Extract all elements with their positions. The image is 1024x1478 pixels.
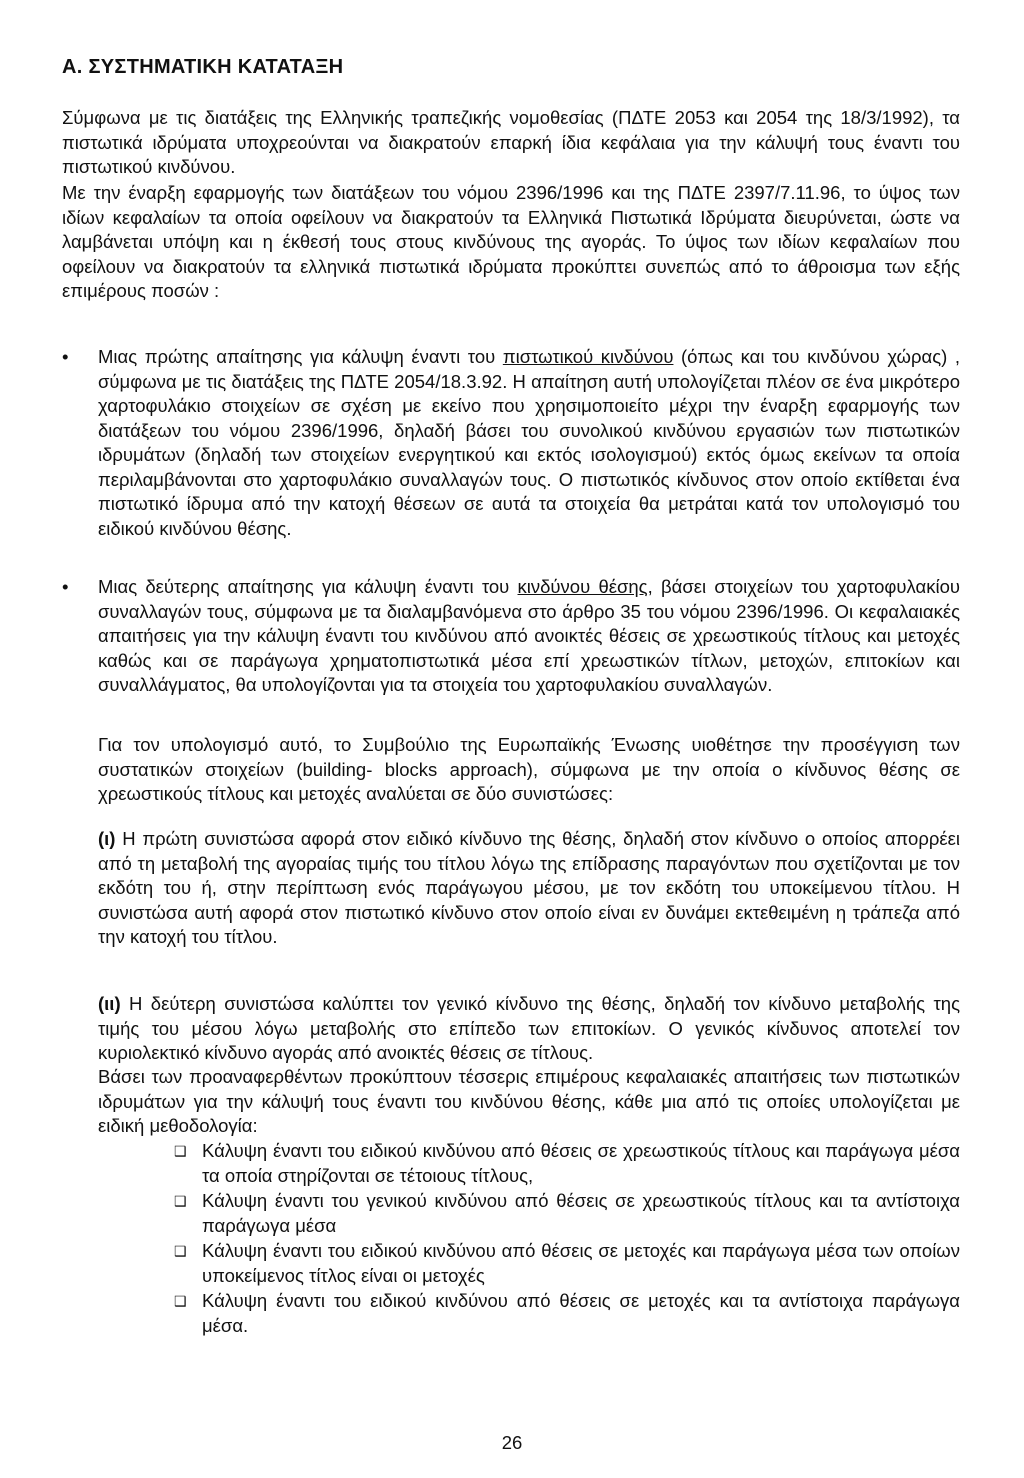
bullet-2-text — [98, 575, 960, 698]
intro-paragraph-2: Με την έναρξη εφαρμογής των διατάξεων του νόμου 2396/1996 και της ΠΔΤΕ 2397/7.11.96, το ύψος των ιδίων κεφαλαίων τα οποία οφείλουν να διακρατούν τα Ελληνικά Πιστωτικά Ιδρύματα διευρύνεται, ώστε να λαμβάνεται υπόψη και η έκθεσή τους στους κινδύνους της αγοράς. Το ύψος των ιδίων κεφαλαίων που οφείλουν να διακρατούν τα ελληνικά πιστωτικά ιδρύματα προκύπτει συνεπώς από το άθροισμα των εξής επιμέρους ποσών : — [62, 182, 960, 301]
approach-paragraph: Για τον υπολογισμό αυτό, το Συμβούλιο της Ευρωπαϊκής Ένωσης υιοθέτησε την προσέγγιση των συστατικών στοιχείων (building- blocks approach), σύμφωνα με την οποία ο κίνδυνος θέσης σε χρεωστικούς τίτλους και μετοχές αναλύεται σε δύο συνιστώσες: — [98, 734, 960, 804]
checklist-item-2: Κάλυψη έναντι του γενικού κινδύνου από θέσεις σε χρεωστικούς τίτλους και τα αντίστοιχα παράγωγα μέσα — [202, 1190, 960, 1236]
component-2-text: Η δεύτερη συνιστώσα καλύπτει τον γενικό κίνδυνο της θέσης, δηλαδή τον κίνδυνο μεταβολής της τιμής του μέσου λόγω μεταβολής στο επίπεδο των επιτοκίων. Ο γενικός κίνδυνος αποτελεί τον κυριολεκτικό κίνδυνο αγοράς από ανοικτές θέσεις σε τίτλους. — [98, 993, 960, 1063]
checkbox-bullet-icon: ❑ — [174, 1193, 187, 1209]
bullet-1-text — [98, 345, 960, 541]
checkbox-bullet-icon: ❑ — [174, 1143, 187, 1159]
component-2-label: (ιι) — [98, 993, 121, 1014]
component-1-label: (ι) — [98, 828, 116, 849]
component-1-paragraph — [98, 827, 960, 950]
credit-risk-term: πιστωτικού κινδύνου — [502, 346, 674, 367]
checklist-item-3: Κάλυψη έναντι του ειδικού κινδύνου από θέσεις σε μετοχές και παράγωγα μέσα των οποίων υποκείμενος τίτλος είναι οι μετοχές — [202, 1240, 960, 1286]
component-1-text: Η πρώτη συνιστώσα αφορά στον ειδικό κίνδυνο της θέσης, δηλαδή στον κίνδυνο ο οποίος απορρέει από τη μεταβολή της αγοραίας τιμής του τίτλου λόγω της επίδρασης παραγόντων που σχετίζονται με τον εκδότη του ή, στην περίπτωση ενός παράγωγου μέσου, με τον εκδότη του υποκείμενου τίτλου. Η συνιστώσα αυτή αφορά στον πιστωτικό κίνδυνο στον οποίο είναι εν δυνάμει εκτεθειμένη η τράπεζα από την κατοχή του τίτλου. — [98, 828, 960, 947]
bullet-1-text-start: Μιας πρώτης απαίτησης για κάλυψη έναντι του — [98, 346, 503, 367]
methodology-paragraph: Βάσει των προαναφερθέντων προκύπτουν τέσσερις επιμέρους κεφαλαιακές απαιτήσεις των πιστωτικών ιδρυμάτων για την κάλυψή τους έναντι του κινδύνου θέσης, κάθε μια από τις οποίες υπολογίζεται με ειδική μεθοδολογία: — [98, 1066, 960, 1136]
checkbox-bullet-icon: ❑ — [174, 1293, 187, 1309]
checklist-item-4: Κάλυψη έναντι του ειδικού κινδύνου από θέσεις σε μετοχές και τα αντίστοιχα παράγωγα μέσα. — [202, 1290, 960, 1336]
bullet-2-text-rest: , βάσει στοιχείων του χαρτοφυλακίου συναλλαγών τους, σύμφωνα με τα διαλαμβανόμενα στο άρθρο 35 του νόμου 2396/1996. Οι κεφαλαιακές απαιτήσεις για την κάλυψη έναντι του κινδύνου από ανοικτές θέσεις σε χρεωστικούς τίτλους και μετοχές καθώς και σε παράγωγα χρηματοπιστωτικά μέσα επί χρεωστικών τίτλων, μετοχών, επιτοκίων και συναλλάγματος, θα υπολογίζονται για τα στοιχεία του χαρτοφυλακίου συναλλαγών. — [98, 576, 960, 695]
intro-paragraph-1: Σύμφωνα με τις διατάξεις της Ελληνικής τραπεζικής νομοθεσίας (ΠΔΤΕ 2053 και 2054 της 18/3/1992), τα πιστωτικά ιδρύματα υποχρεούνται να διακρατούν επαρκή ίδια κεφάλαια για την κάλυψή τους έναντι του πιστωτικού κινδύνου. — [62, 107, 960, 177]
checkbox-bullet-icon: ❑ — [174, 1243, 187, 1259]
bullet-2-marker: • — [62, 576, 69, 597]
section-heading: Α. ΣΥΣΤΗΜΑΤΙΚΗ ΚΑΤΑΤΑΞΗ — [62, 56, 344, 78]
page-number: 26 — [501, 1432, 523, 1453]
bullet-2-text-start: Μιας δεύτερης απαίτησης για κάλυψη έναντι του — [98, 576, 518, 597]
checklist-item-1: Κάλυψη έναντι του ειδικού κινδύνου από θέσεις σε χρεωστικούς τίτλους και παράγωγα μέσα τα οποία στηρίζονται σε τέτοιους τίτλους, — [202, 1140, 960, 1186]
position-risk-term: κινδύνου θέσης — [517, 576, 648, 597]
bullet-1-text-rest: (όπως και του κινδύνου χώρας) , σύμφωνα με τις διατάξεις της ΠΔΤΕ 2054/18.3.92. Η απαίτηση αυτή υπολογίζεται πλέον σε ένα μικρότερο χαρτοφυλάκιο στοιχείων σε σχέση με εκείνο που χρησιμοποιείτο μέχρι την έναρξη εφαρμογής των διατάξεων του νόμου 2396/1996, δηλαδή βάσει του συνολικού κινδύνου εργασιών των πιστωτικών ιδρυμάτων (δηλαδή των στοιχείων ενεργητικού και εκτός ισολογισμού) εκτός όμως εκείνων τα οποία περιλαμβάνονται στο χαρτοφυλάκιο συναλλαγών τους. Ο πιστωτικός κίνδυνος στον οποίο εκτίθεται ένα πιστωτικό ίδρυμα από την κατοχή θέσεων σε αυτά τα στοιχεία θα μετράται κατά τον υπολογισμό του ειδικού κινδύνου θέσης. — [98, 346, 960, 539]
component-2-paragraph — [98, 992, 960, 1066]
bullet-1-marker: • — [62, 346, 69, 367]
